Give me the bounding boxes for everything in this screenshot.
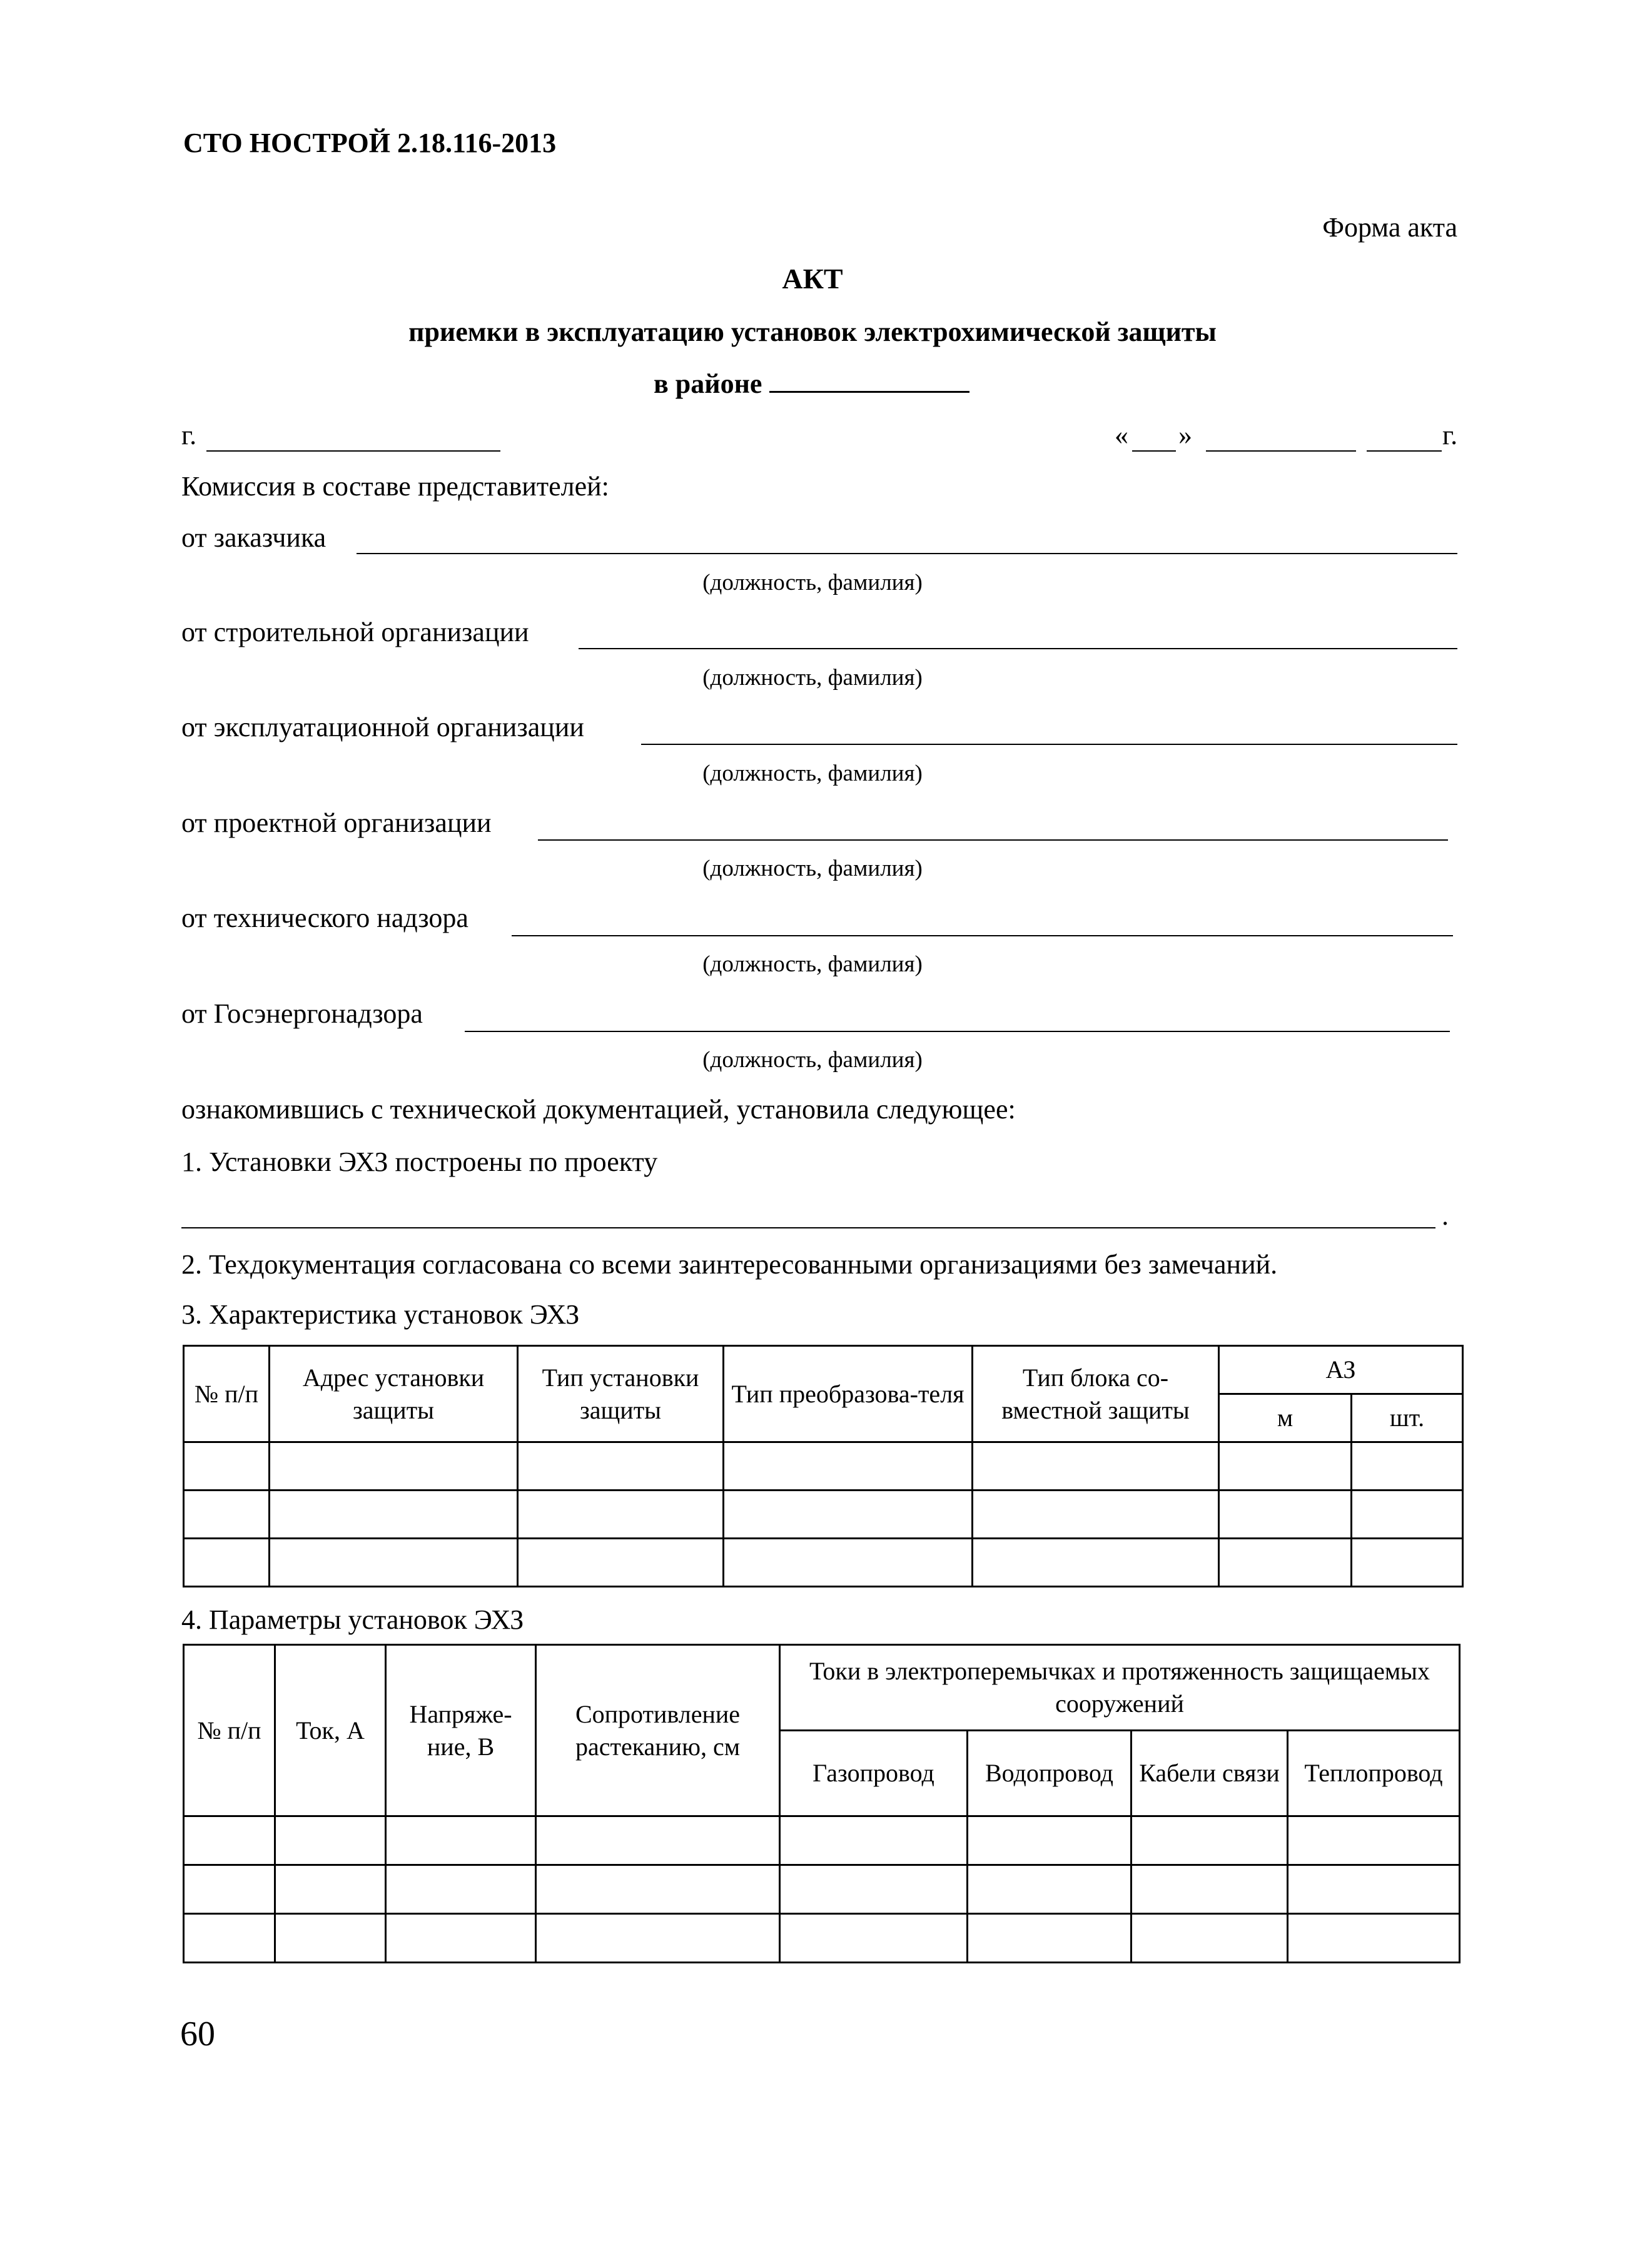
table-cell[interactable] [275, 1816, 386, 1865]
table-cell[interactable] [1352, 1442, 1463, 1491]
table-row [184, 1491, 1463, 1539]
t1-header-num: № п/п [184, 1346, 270, 1442]
member-operation-label: от эксплуатационной организации [181, 712, 584, 742]
member-construction-label: от строительной организации [181, 617, 529, 647]
table-cell[interactable] [184, 1816, 275, 1865]
table-cell[interactable] [1288, 1865, 1460, 1914]
district-blank[interactable] [769, 368, 969, 393]
item-2-text: 2. Техдокументация согласована со всеми заинтересованными организациями без замечаний. [181, 1249, 1278, 1280]
item-1-project-blank[interactable] [181, 1227, 1435, 1228]
table-row [184, 1914, 1460, 1963]
item-3-text: 3. Характеристика установок ЭХЗ [181, 1299, 580, 1330]
table-cell[interactable] [184, 1914, 275, 1963]
table-cell[interactable] [973, 1442, 1219, 1491]
member-supervision-blank[interactable] [512, 935, 1453, 936]
member-energy-label: от Госэнергонадзора [181, 998, 423, 1029]
date-year-suffix: г. [1442, 420, 1458, 450]
table-cell[interactable] [386, 1914, 536, 1963]
table-cell[interactable] [275, 1914, 386, 1963]
t2-header-resistance: Сопротивление растеканию, см [536, 1645, 780, 1816]
district-label: в районе [654, 368, 762, 399]
table-cell[interactable] [968, 1816, 1131, 1865]
parameters-table [183, 1644, 1460, 1963]
table-cell[interactable] [968, 1865, 1131, 1914]
city-blank[interactable] [206, 450, 500, 452]
t2-header-heat: Теплопровод [1288, 1731, 1460, 1816]
member-energy-blank[interactable] [465, 1031, 1450, 1032]
table-cell[interactable] [518, 1491, 724, 1539]
t1-header-az: АЗ [1219, 1346, 1463, 1394]
t1-header-az-m: м [1219, 1394, 1352, 1442]
member-customer-label: от заказчика [181, 522, 327, 553]
member-operation-hint: (должность, фамилия) [702, 761, 923, 786]
member-customer-hint: (должность, фамилия) [702, 570, 923, 595]
table-cell[interactable] [780, 1914, 968, 1963]
table-cell[interactable] [518, 1539, 724, 1587]
table-cell[interactable] [270, 1491, 518, 1539]
established-text: ознакомившись с технической документацией, установила следующее: [181, 1094, 1016, 1125]
table-cell[interactable] [536, 1816, 780, 1865]
t1-header-address: Адрес установки защиты [270, 1346, 518, 1442]
member-design-hint: (должность, фамилия) [702, 856, 923, 881]
table-row [184, 1865, 1460, 1914]
date-month-blank[interactable] [1206, 450, 1356, 452]
form-label: Форма акта [1322, 212, 1457, 243]
table-cell[interactable] [973, 1539, 1219, 1587]
date-quote-open: « [1115, 420, 1128, 450]
member-design-label: от проектной организации [181, 807, 492, 838]
date-year-blank[interactable] [1367, 450, 1442, 452]
t2-header-current: Ток, А [275, 1645, 386, 1816]
table-cell[interactable] [1352, 1539, 1463, 1587]
table-cell[interactable] [270, 1442, 518, 1491]
table-cell[interactable] [184, 1491, 270, 1539]
act-title: АКТ [782, 263, 843, 295]
item-1-period: . [1442, 1200, 1449, 1231]
date-quote-close: » [1178, 420, 1192, 450]
table-cell[interactable] [1288, 1914, 1460, 1963]
table-cell[interactable] [1219, 1491, 1352, 1539]
table-cell[interactable] [724, 1539, 973, 1587]
table-cell[interactable] [386, 1865, 536, 1914]
t2-header-voltage: Напряже-ние, В [386, 1645, 536, 1816]
member-construction-blank[interactable] [579, 648, 1457, 649]
table-cell[interactable] [184, 1539, 270, 1587]
t1-header-joint-block-type: Тип блока со-вместной защиты [973, 1346, 1219, 1442]
city-prefix: г. [181, 420, 197, 450]
table-cell[interactable] [780, 1865, 968, 1914]
member-customer-blank[interactable] [357, 553, 1457, 554]
table-cell[interactable] [1131, 1865, 1288, 1914]
member-supervision-label: от технического надзора [181, 903, 468, 933]
t1-header-az-pcs: шт. [1352, 1394, 1463, 1442]
table-cell[interactable] [780, 1816, 968, 1865]
commission-intro: Комиссия в составе представителей: [181, 471, 609, 502]
t2-header-group: Токи в электроперемычках и протяженность защищаемых сооружений [780, 1645, 1460, 1731]
t2-header-water: Водопровод [968, 1731, 1131, 1816]
item-4-text: 4. Параметры установок ЭХЗ [181, 1604, 524, 1635]
t1-header-protection-type: Тип установки защиты [518, 1346, 724, 1442]
table-cell[interactable] [1352, 1491, 1463, 1539]
table-cell[interactable] [518, 1442, 724, 1491]
table-cell[interactable] [270, 1539, 518, 1587]
member-design-blank[interactable] [538, 839, 1448, 841]
member-construction-hint: (должность, фамилия) [702, 665, 923, 691]
page-number: 60 [180, 2015, 215, 2053]
table-cell[interactable] [536, 1865, 780, 1914]
table-cell[interactable] [1219, 1442, 1352, 1491]
item-1-text: 1. Установки ЭХЗ построены по проекту [181, 1147, 658, 1177]
table-row [184, 1442, 1463, 1491]
t2-header-gas: Газопровод [780, 1731, 968, 1816]
t1-header-converter-type: Тип преобразова-теля [724, 1346, 973, 1442]
table-cell[interactable] [968, 1914, 1131, 1963]
table-cell[interactable] [184, 1442, 270, 1491]
table-row [184, 1539, 1463, 1587]
table-cell[interactable] [386, 1816, 536, 1865]
t2-header-cables: Кабели связи [1131, 1731, 1288, 1816]
date-day-blank[interactable] [1132, 450, 1176, 452]
table-row [184, 1816, 1460, 1865]
table-cell[interactable] [536, 1914, 780, 1963]
table-cell[interactable] [1131, 1816, 1288, 1865]
member-energy-hint: (должность, фамилия) [702, 1047, 923, 1073]
table-cell[interactable] [184, 1865, 275, 1914]
characteristics-table [183, 1345, 1464, 1587]
table-cell[interactable] [1131, 1914, 1288, 1963]
document-code: СТО НОСТРОЙ 2.18.116-2013 [183, 128, 557, 158]
table-cell[interactable] [1288, 1816, 1460, 1865]
member-operation-blank[interactable] [641, 744, 1457, 745]
table-cell[interactable] [724, 1491, 973, 1539]
table-cell[interactable] [275, 1865, 386, 1914]
district-line [654, 368, 969, 400]
t2-header-num: № п/п [184, 1645, 275, 1816]
table-cell[interactable] [724, 1442, 973, 1491]
table-cell[interactable] [1219, 1539, 1352, 1587]
act-subtitle: приемки в эксплуатацию установок электрохимической защиты [408, 316, 1217, 347]
member-supervision-hint: (должность, фамилия) [702, 951, 923, 977]
table-cell[interactable] [973, 1491, 1219, 1539]
